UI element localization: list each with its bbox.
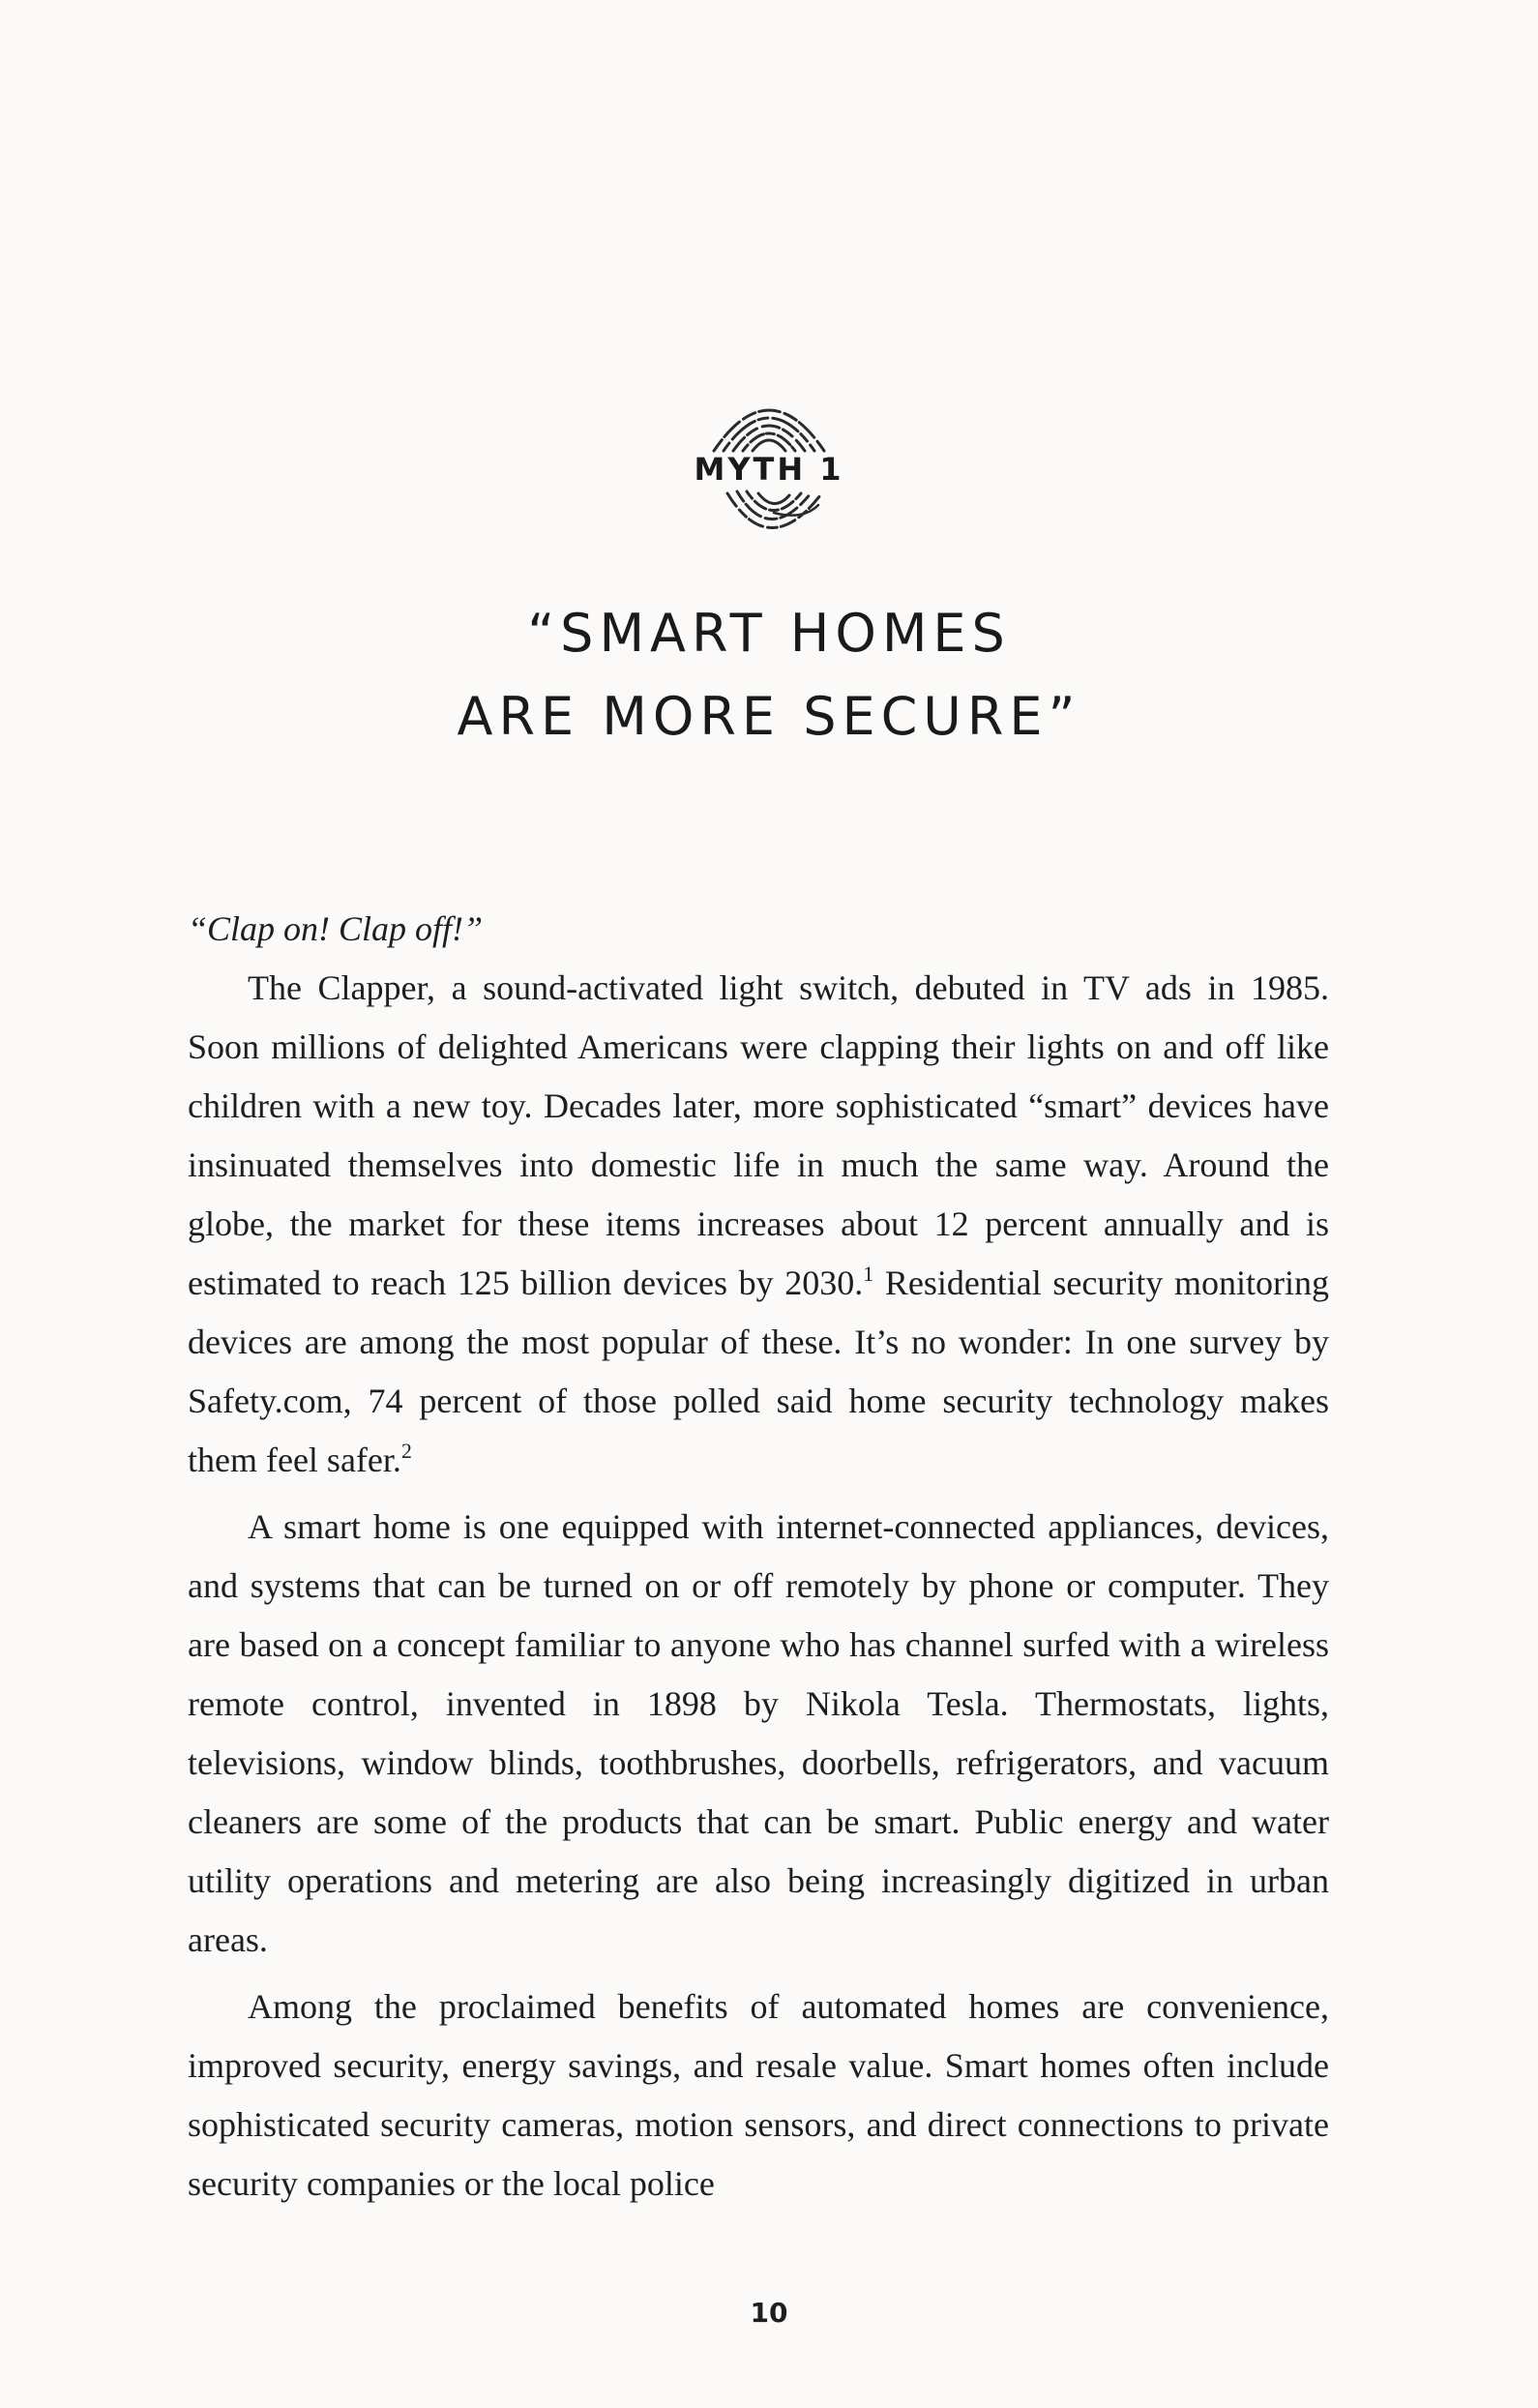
paragraph-1-text-b: Residential security monitoring devices are among the most popular of these. It’s no wonder: In one survey by Safety.com, 74 percent of those polled said home security technology makes them feel safer. (188, 1263, 1329, 1479)
paragraph-3: Among the proclaimed benefits of automated homes are convenience, improved security, energy savings, and resale value. Smart homes often include sophisticated security cameras, motion sensors, and direct connections to private security companies or the local police (188, 1987, 1329, 2203)
myth-number-label: MYTH 1 (694, 451, 844, 488)
page-number: 10 (750, 2297, 788, 2329)
chapter-title-line-1: “SMART HOMES (527, 603, 1011, 664)
chapter-title-line-2: ARE MORE SECURE” (457, 686, 1081, 747)
paragraph-2: A smart home is one equipped with internet-connected appliances, devices, and systems that can be turned on or off remotely by phone or computer. They are based on a concept familiar to anyone who has channel surfed with a wireless remote control, invented in 1898 by Nikola Tesla. Thermostats, lights, televisions, window blinds, toothbrushes, doorbells, refrigerators, and vacuum cleaners are some of the products that can be smart. Public energy and water utility operations and metering are also being increasingly digitized in urban areas. (188, 1507, 1329, 1959)
chapter-title (0, 592, 1538, 758)
footnote-marker-1[interactable]: 1 (863, 1262, 874, 1286)
footnote-marker-2[interactable]: 2 (400, 1439, 412, 1463)
paragraph-1 (188, 959, 1329, 1490)
body-text (188, 900, 1329, 2214)
paragraph-1-text-a: The Clapper, a sound-activated light switch, debuted in TV ads in 1985. Soon millions of delighted Americans were clapping their lights on and off like children with a new toy. Decades later, more sophisticated “smart” devices have insinuated themselves into domestic life in much the same way. Around the globe, the market for these items increases about 12 percent annually and is estimated to reach 125 billion devices by 2030. (188, 968, 1329, 1302)
epigraph: “Clap on! Clap off!” (188, 909, 484, 948)
